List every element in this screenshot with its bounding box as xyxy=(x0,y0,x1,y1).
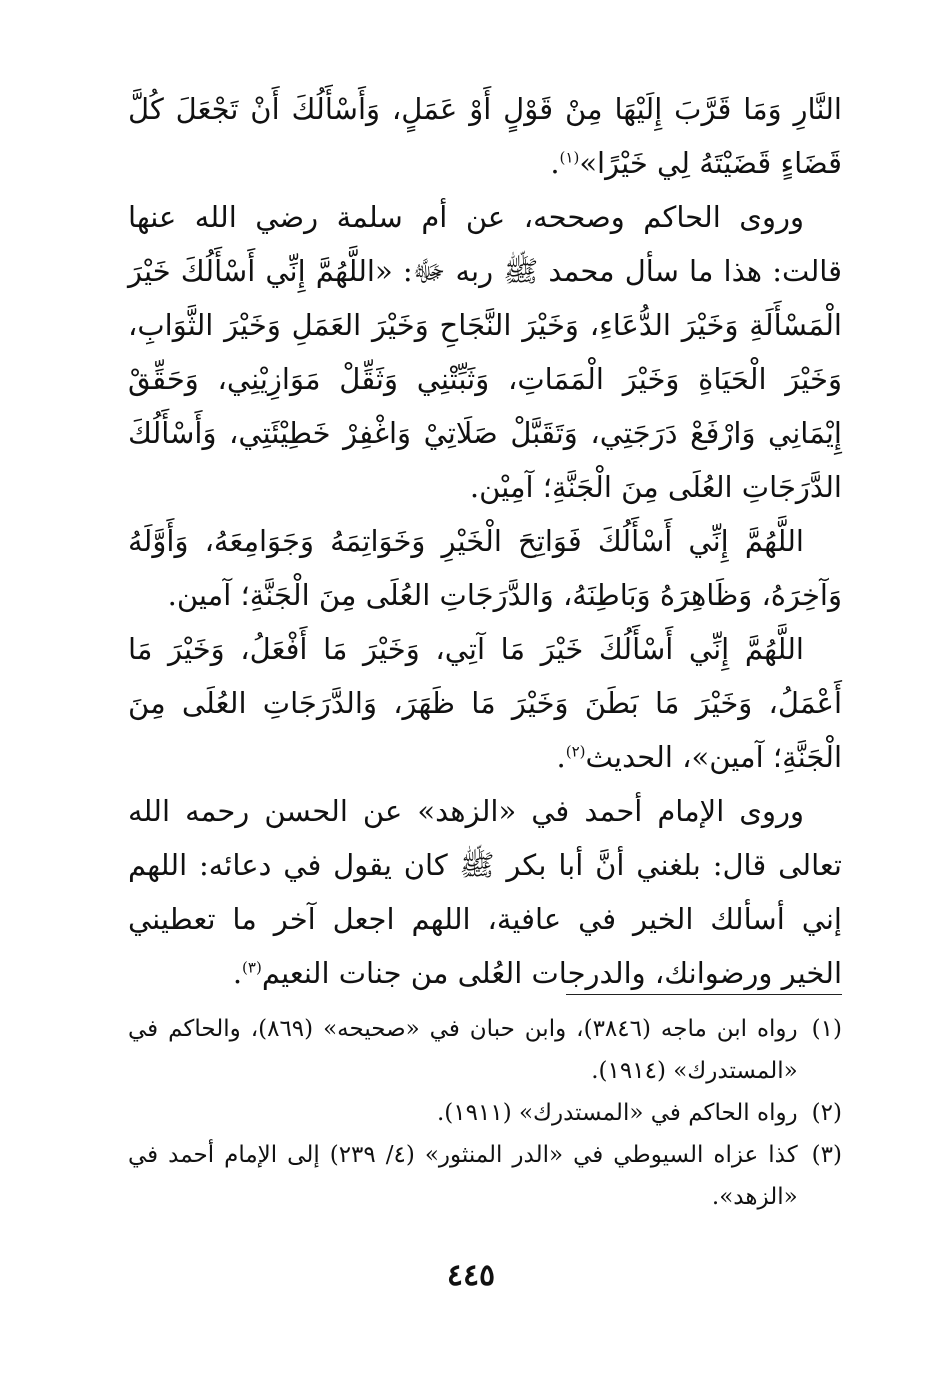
footnote-2 xyxy=(128,1092,842,1134)
page-number: ٤٤٥ xyxy=(446,1258,496,1293)
paragraph-2 xyxy=(128,190,842,514)
paragraph-text: اللَّهُمَّ إِنِّي أَسْأَلُكَ خَيْرَ مَا آتِي، وَخَيْرَ مَا أَفْعَلُ، وَخَيْرَ مَا أَعْمَلُ، وَخَيْرَ مَا بَطَنَ وَخَيْرَ مَا ظَهَرَ، وَالدَّرَجَاتِ العُلَى مِنَ الْجَنَّةِ؛ آمين»، الحديث xyxy=(128,632,842,774)
footnote-3 xyxy=(128,1134,842,1218)
footnote-text: رواه الحاكم في «المستدرك» (١٩١١). xyxy=(436,1100,798,1126)
paragraph-text: وروى الإمام أحمد في «الزهد» عن الحسن رحمه الله تعالى قال: بلغني أنَّ أبا بكر ﷺ كان يقول في دعائه: اللهم إني أسألك الخير في عافية، اللهم اجعل آخر ما تعطيني الخير ورضوانك، والدرجات العُلى من جنات النعيم xyxy=(128,794,842,990)
footnote-text: رواه ابن ماجه (٣٨٤٦)، وابن حبان في «صحيحه» (٨٦٩)، والحاكم في «المستدرك» (١٩١٤). xyxy=(128,1016,798,1084)
paragraph-1 xyxy=(128,82,842,190)
paragraph-5 xyxy=(128,784,842,1000)
body-text xyxy=(128,82,842,1000)
footnote-ref[interactable]: (٢) xyxy=(565,742,586,761)
footnote-number: (٢) xyxy=(811,1100,842,1126)
paragraph-text: النَّارِ وَمَا قَرَّبَ إِلَيْهَا مِنْ قَوْلٍ أَوْ عَمَلٍ، وَأَسْأَلُكَ أَنْ تَجْعَلَ كُلَّ قَضَاءٍ قَضَيْتَهُ لِي خَيْرًا» xyxy=(128,92,842,180)
footnote-1 xyxy=(128,1008,842,1092)
footnote-number: (١) xyxy=(811,1016,842,1042)
footnote-number: (٣) xyxy=(811,1142,842,1168)
paragraph-4 xyxy=(128,622,842,784)
footnote-separator xyxy=(566,994,842,995)
paragraph-tail: . xyxy=(550,146,560,180)
footnotes xyxy=(128,1008,842,1218)
paragraph-text: اللَّهُمَّ إِنِّي أَسْأَلُكَ فَوَاتِحَ الْخَيْرِ وَخَوَاتِمَهُ وَجَوَامِعَهُ، وَأَوَّلَهُ وَآخِرَهُ، وَظَاهِرَهُ وَبَاطِنَهُ، وَالدَّرَجَاتِ العُلَى مِنَ الْجَنَّةِ؛ آمين. xyxy=(128,524,842,612)
footnote-ref[interactable]: (٣) xyxy=(242,958,262,977)
paragraph-tail: . xyxy=(232,956,243,990)
footnote-ref[interactable]: (١) xyxy=(559,148,580,167)
footnote-text: كذا عزاه السيوطي في «الدر المنثور» (٤/ ٢٣٩) إلى الإمام أحمد في «الزهد». xyxy=(128,1142,798,1210)
paragraph-text: وروى الحاكم وصححه، عن أم سلمة رضي الله عنها قالت: هذا ما سأل محمد ﷺ ربه ﷻ: «اللَّهُمَّ إِنِّي أَسْأَلُكَ خَيْرَ الْمَسْأَلَةِ وَخَيْرَ الدُّعَاءِ، وَخَيْرَ النَّجَاحِ وَخَيْرَ العَمَلِ وَخَيْرَ الثَّوَابِ، وَخَيْرَ الْحَيَاةِ وَخَيْرَ الْمَمَاتِ، وَثَبِّتْنِي وَثَقِّلْ مَوَازِيْنِي، وَحَقِّقْ إِيْمَانِي وَارْفَعْ دَرَجَتِي، وَتَقَبَّلْ صَلَاتِيْ وَاغْفِرْ خَطِيْئَتِي، وَأَسْأَلُكَ الدَّرَجَاتِ العُلَى مِنَ الْجَنَّةِ؛ آمِيْن. xyxy=(128,200,842,504)
paragraph-tail: . xyxy=(556,740,566,774)
paragraph-3 xyxy=(128,514,842,622)
